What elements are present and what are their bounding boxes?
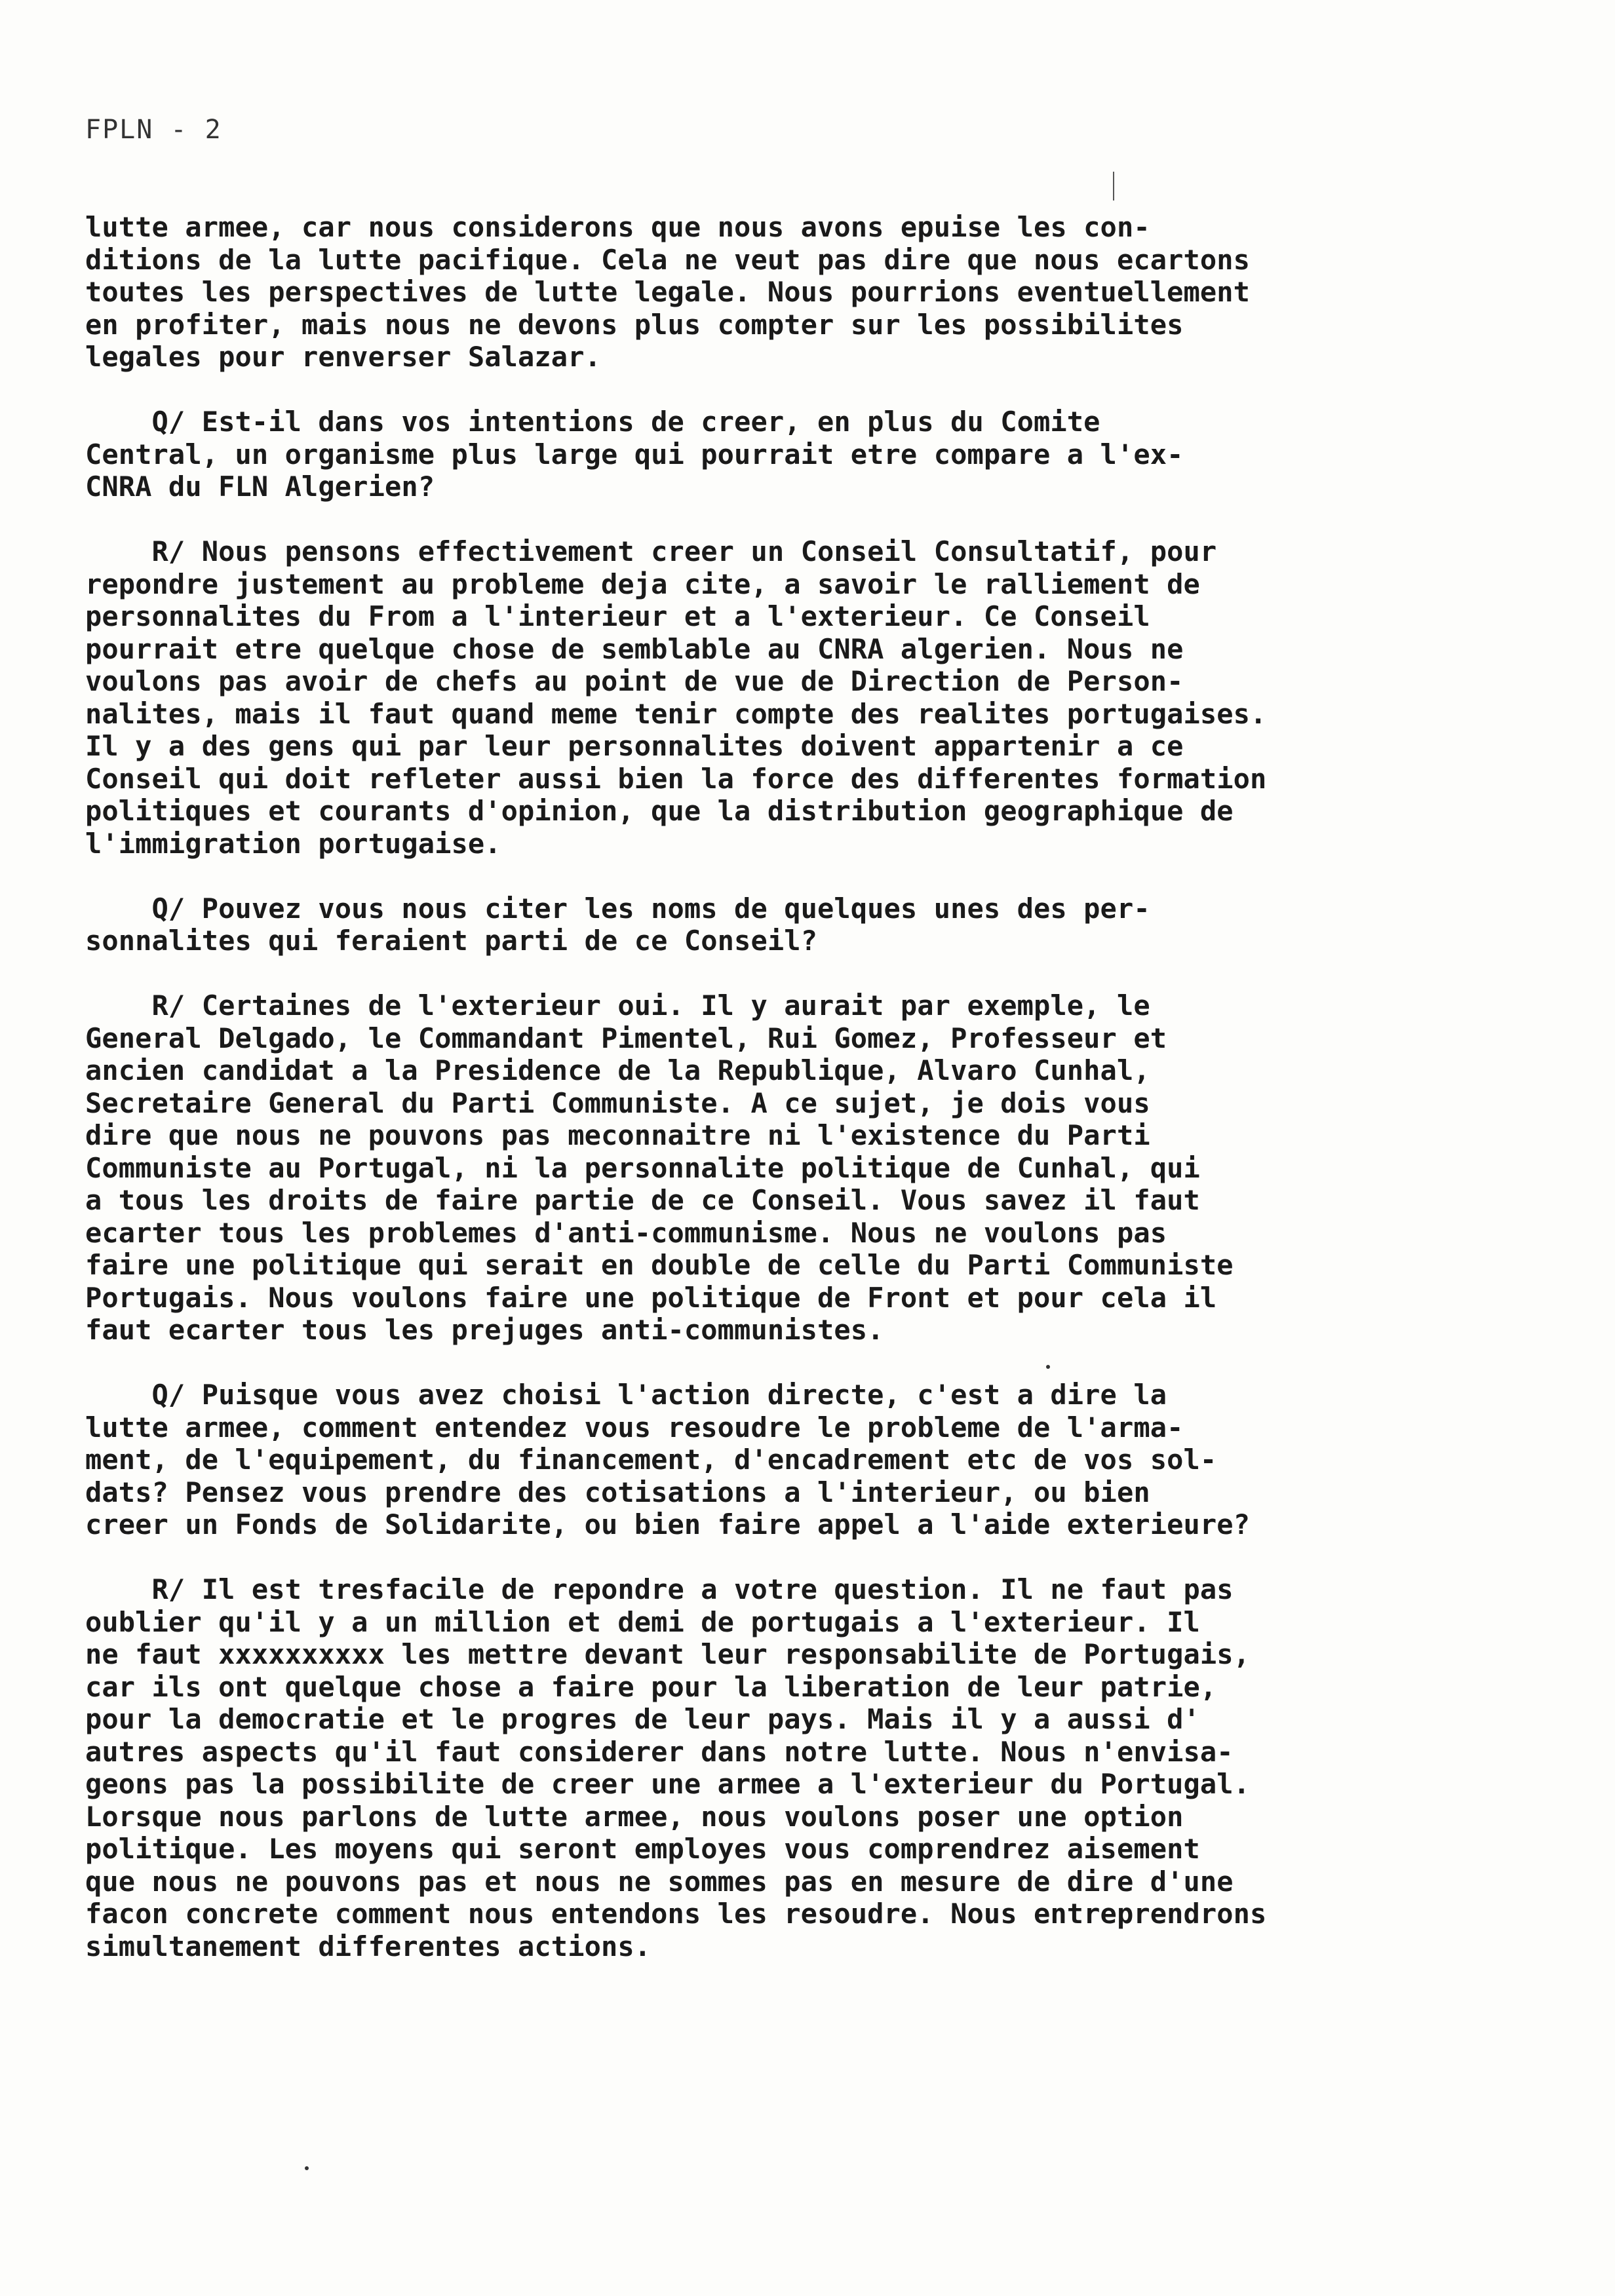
- text-line: faut ecarter tous les prejuges anti-communistes.: [85, 1314, 884, 1346]
- paragraph-gap: [85, 860, 1540, 892]
- text-line: CNRA du FLN Algerien?: [85, 470, 435, 503]
- text-line: ancien candidat a la Presidence de la Republique, Alvaro Cunhal,: [85, 1054, 1150, 1086]
- page-header: FPLN - 2: [85, 115, 222, 145]
- text-line: lutte armee, car nous considerons que nous avons epuise les con-: [85, 211, 1150, 243]
- margin-mark: [1113, 172, 1114, 201]
- paragraph-gap: [85, 1347, 1540, 1379]
- text-line: Secretaire General du Parti Communiste. A ce sujet, je dois vous: [85, 1086, 1150, 1119]
- text-line: facon concrete comment nous entendons les resoudre. Nous entreprendrons: [85, 1898, 1267, 1930]
- text-line: ecarter tous les problemes d'anti-communisme. Nous ne voulons pas: [85, 1216, 1167, 1249]
- paragraph: [85, 1379, 1540, 1541]
- text-line: repondre justement au probleme deja cite, a savoir le ralliement de: [85, 567, 1200, 600]
- text-line: Lorsque nous parlons de lutte armee, nous voulons poser une option: [85, 1800, 1184, 1833]
- paragraph: [85, 406, 1540, 503]
- text-line: voulons pas avoir de chefs au point de vue de Direction de Person-: [85, 665, 1184, 697]
- text-line: Q/ Pouvez vous nous citer les noms de quelques unes des per-: [85, 892, 1150, 925]
- text-line: que nous ne pouvons pas et nous ne sommes pas en mesure de dire d'une: [85, 1865, 1234, 1898]
- paragraph-gap: [85, 503, 1540, 536]
- text-line: R/ Il est tresfacile de repondre a votre question. Il ne faut pas: [85, 1573, 1234, 1605]
- text-line: legales pour renverser Salazar.: [85, 341, 601, 373]
- text-line: personnalites du From a l'interieur et a l'exterieur. Ce Conseil: [85, 600, 1150, 632]
- text-line: toutes les perspectives de lutte legale. Nous pourrions eventuellement: [85, 276, 1251, 308]
- paragraph-gap: [85, 1541, 1540, 1574]
- document-body: [85, 211, 1540, 1962]
- text-line: pour la democratie et le progres de leur pays. Mais il y a aussi d': [85, 1703, 1200, 1735]
- text-line: Central, un organisme plus large qui pourrait etre compare a l'ex-: [85, 438, 1184, 470]
- paragraph-gap: [85, 373, 1540, 406]
- ink-speck: [305, 2166, 309, 2170]
- text-line: car ils ont quelque chose a faire pour la liberation de leur patrie,: [85, 1670, 1217, 1703]
- paragraph: [85, 1573, 1540, 1962]
- text-line: Conseil qui doit refleter aussi bien la force des differentes formation: [85, 762, 1267, 795]
- text-line: faire une politique qui serait en double de celle du Parti Communiste: [85, 1249, 1234, 1281]
- text-line: oublier qu'il y a un million et demi de portugais a l'exterieur. Il: [85, 1605, 1200, 1638]
- text-line: l'immigration portugaise.: [85, 827, 501, 860]
- paragraph: [85, 892, 1540, 957]
- text-line: ditions de la lutte pacifique. Cela ne veut pas dire que nous ecartons: [85, 243, 1251, 276]
- text-line: ment, de l'equipement, du financement, d'encadrement etc de vos sol-: [85, 1444, 1217, 1476]
- text-line: creer un Fonds de Solidarite, ou bien faire appel a l'aide exterieure?: [85, 1508, 1251, 1540]
- text-line: en profiter, mais nous ne devons plus compter sur les possibilites: [85, 308, 1184, 341]
- text-line: Q/ Est-il dans vos intentions de creer, en plus du Comite: [85, 406, 1100, 438]
- text-line: R/ Certaines de l'exterieur oui. Il y aurait par exemple, le: [85, 989, 1150, 1022]
- text-line: General Delgado, le Commandant Pimentel, Rui Gomez, Professeur et: [85, 1022, 1167, 1054]
- text-line: sonnalites qui feraient parti de ce Conseil?: [85, 925, 817, 957]
- text-line: Portugais. Nous voulons faire une politique de Front et pour cela il: [85, 1281, 1217, 1314]
- text-line: nalites, mais il faut quand meme tenir compte des realites portugaises.: [85, 697, 1267, 730]
- text-line: a tous les droits de faire partie de ce Conseil. Vous savez il faut: [85, 1184, 1200, 1216]
- text-line: politique. Les moyens qui seront employes vous comprendrez aisement: [85, 1833, 1200, 1865]
- paragraph-gap: [85, 957, 1540, 990]
- text-line: dats? Pensez vous prendre des cotisations a l'interieur, ou bien: [85, 1476, 1150, 1508]
- text-line: geons pas la possibilite de creer une armee a l'exterieur du Portugal.: [85, 1768, 1251, 1800]
- text-line: Il y a des gens qui par leur personnalites doivent appartenir a ce: [85, 730, 1184, 762]
- text-line: dire que nous ne pouvons pas meconnaitre ni l'existence du Parti: [85, 1119, 1150, 1151]
- text-line: pourrait etre quelque chose de semblable au CNRA algerien. Nous ne: [85, 632, 1184, 665]
- text-line: R/ Nous pensons effectivement creer un Conseil Consultatif, pour: [85, 535, 1217, 567]
- ink-speck: [1046, 1365, 1050, 1369]
- text-line: politiques et courants d'opinion, que la distribution geographique de: [85, 795, 1234, 827]
- paragraph: [85, 989, 1540, 1347]
- paragraph: [85, 211, 1540, 373]
- text-line: simultanement differentes actions.: [85, 1930, 652, 1962]
- text-line: ne faut xxxxxxxxxx les mettre devant leur responsabilite de Portugais,: [85, 1638, 1251, 1670]
- text-line: Q/ Puisque vous avez choisi l'action directe, c'est a dire la: [85, 1379, 1167, 1411]
- text-line: lutte armee, comment entendez vous resoudre le probleme de l'arma-: [85, 1411, 1184, 1444]
- text-line: autres aspects qu'il faut considerer dans notre lutte. Nous n'envisa-: [85, 1735, 1234, 1768]
- text-line: Communiste au Portugal, ni la personnalite politique de Cunhal, qui: [85, 1151, 1200, 1184]
- paragraph: [85, 535, 1540, 860]
